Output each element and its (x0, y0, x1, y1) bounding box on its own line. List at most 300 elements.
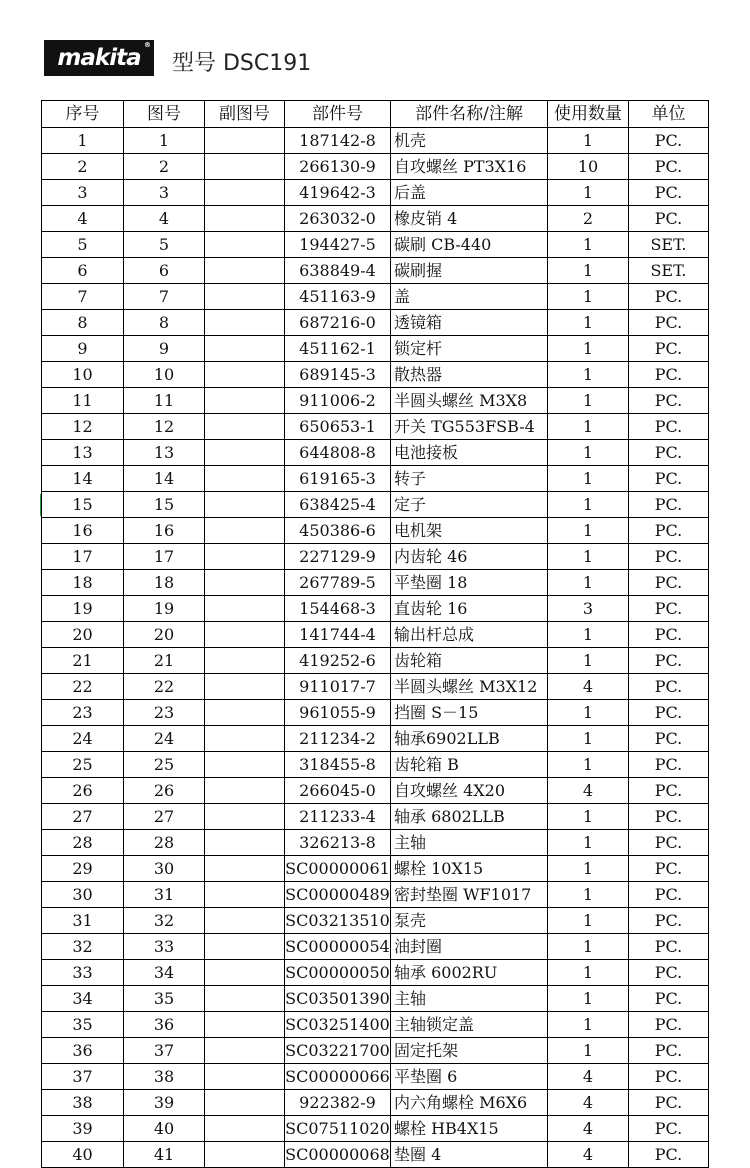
quantity-cell: 4 (548, 1064, 629, 1090)
unit-cell: PC. (629, 1142, 709, 1168)
figure-no-cell: 5 (124, 232, 205, 258)
quantity-cell: 1 (548, 570, 629, 596)
index-cell: 9 (42, 336, 124, 362)
unit-cell: PC. (629, 414, 709, 440)
figure-no-cell: 28 (124, 830, 205, 856)
index-cell: 29 (42, 856, 124, 882)
sub-figure-no-cell (205, 284, 285, 310)
quantity-cell: 1 (548, 128, 629, 154)
unit-cell: PC. (629, 388, 709, 414)
part-name-cell: 油封圈 (391, 934, 548, 960)
part-no-cell: 419252-6 (285, 648, 391, 674)
table-row (42, 804, 709, 830)
unit-cell: PC. (629, 908, 709, 934)
part-no-cell: 638425-4 (285, 492, 391, 518)
table-row (42, 1012, 709, 1038)
table-row (42, 648, 709, 674)
col-header-sub-figure-no: 副图号 (205, 101, 285, 128)
part-name-cell: 内六角螺栓 M6X6 (391, 1090, 548, 1116)
part-no-cell: 227129-9 (285, 544, 391, 570)
quantity-cell: 1 (548, 986, 629, 1012)
figure-no-cell: 38 (124, 1064, 205, 1090)
figure-no-cell: 31 (124, 882, 205, 908)
sub-figure-no-cell (205, 1142, 285, 1168)
unit-cell: PC. (629, 1116, 709, 1142)
sub-figure-no-cell (205, 362, 285, 388)
quantity-cell: 1 (548, 258, 629, 284)
unit-cell: SET. (629, 258, 709, 284)
part-no-cell: SC00000061 (285, 856, 391, 882)
figure-no-cell: 11 (124, 388, 205, 414)
figure-no-cell: 37 (124, 1038, 205, 1064)
quantity-cell: 1 (548, 232, 629, 258)
figure-no-cell: 17 (124, 544, 205, 570)
part-name-cell: 电池接板 (391, 440, 548, 466)
figure-no-cell: 12 (124, 414, 205, 440)
figure-no-cell: 27 (124, 804, 205, 830)
sub-figure-no-cell (205, 1064, 285, 1090)
part-no-cell: SC00000066 (285, 1064, 391, 1090)
figure-no-cell: 39 (124, 1090, 205, 1116)
sub-figure-no-cell (205, 596, 285, 622)
index-cell: 36 (42, 1038, 124, 1064)
sub-figure-no-cell (205, 622, 285, 648)
quantity-cell: 1 (548, 388, 629, 414)
quantity-cell: 3 (548, 596, 629, 622)
sub-figure-no-cell (205, 1090, 285, 1116)
col-header-unit: 单位 (629, 101, 709, 128)
table-row (42, 1064, 709, 1090)
index-cell: 14 (42, 466, 124, 492)
part-name-cell: 螺栓 10X15 (391, 856, 548, 882)
table-row (42, 596, 709, 622)
quantity-cell: 1 (548, 752, 629, 778)
index-cell: 18 (42, 570, 124, 596)
quantity-cell: 1 (548, 440, 629, 466)
table-row (42, 258, 709, 284)
index-cell: 25 (42, 752, 124, 778)
table-row (42, 570, 709, 596)
sub-figure-no-cell (205, 492, 285, 518)
part-no-cell: 326213-8 (285, 830, 391, 856)
part-name-cell: 轴承6902LLB (391, 726, 548, 752)
figure-no-cell: 18 (124, 570, 205, 596)
sub-figure-no-cell (205, 1038, 285, 1064)
table-row (42, 518, 709, 544)
quantity-cell: 1 (548, 908, 629, 934)
part-no-cell: 911017-7 (285, 674, 391, 700)
table-row (42, 154, 709, 180)
part-no-cell: 687216-0 (285, 310, 391, 336)
unit-cell: PC. (629, 986, 709, 1012)
unit-cell: PC. (629, 128, 709, 154)
part-name-cell: 垫圈 4 (391, 1142, 548, 1168)
table-row (42, 492, 709, 518)
index-cell: 17 (42, 544, 124, 570)
sub-figure-no-cell (205, 180, 285, 206)
unit-cell: PC. (629, 206, 709, 232)
unit-cell: PC. (629, 726, 709, 752)
col-header-part-no: 部件号 (285, 101, 391, 128)
index-cell: 11 (42, 388, 124, 414)
part-name-cell: 自攻螺丝 PT3X16 (391, 154, 548, 180)
quantity-cell: 1 (548, 310, 629, 336)
table-row (42, 1090, 709, 1116)
index-cell: 20 (42, 622, 124, 648)
sub-figure-no-cell (205, 388, 285, 414)
index-cell: 32 (42, 934, 124, 960)
figure-no-cell: 20 (124, 622, 205, 648)
unit-cell: SET. (629, 232, 709, 258)
sub-figure-no-cell (205, 726, 285, 752)
registered-mark-icon: ® (144, 41, 151, 49)
part-no-cell: 922382-9 (285, 1090, 391, 1116)
part-name-cell: 转子 (391, 466, 548, 492)
unit-cell: PC. (629, 492, 709, 518)
unit-cell: PC. (629, 830, 709, 856)
figure-no-cell: 21 (124, 648, 205, 674)
unit-cell: PC. (629, 856, 709, 882)
table-row (42, 1142, 709, 1168)
part-name-cell: 固定托架 (391, 1038, 548, 1064)
sub-figure-no-cell (205, 206, 285, 232)
part-no-cell: SC07511020 (285, 1116, 391, 1142)
part-no-cell: 211234-2 (285, 726, 391, 752)
figure-no-cell: 41 (124, 1142, 205, 1168)
part-no-cell: 961055-9 (285, 700, 391, 726)
part-no-cell: SC03251400 (285, 1012, 391, 1038)
table-row (42, 310, 709, 336)
figure-no-cell: 15 (124, 492, 205, 518)
figure-no-cell: 34 (124, 960, 205, 986)
index-cell: 40 (42, 1142, 124, 1168)
sub-figure-no-cell (205, 570, 285, 596)
index-cell: 34 (42, 986, 124, 1012)
part-no-cell: 266130-9 (285, 154, 391, 180)
part-no-cell: SC03213510 (285, 908, 391, 934)
sub-figure-no-cell (205, 1012, 285, 1038)
part-no-cell: 644808-8 (285, 440, 391, 466)
sub-figure-no-cell (205, 856, 285, 882)
part-name-cell: 密封垫圈 WF1017 (391, 882, 548, 908)
figure-no-cell: 14 (124, 466, 205, 492)
part-no-cell: 211233-4 (285, 804, 391, 830)
figure-no-cell: 33 (124, 934, 205, 960)
unit-cell: PC. (629, 1090, 709, 1116)
index-cell: 7 (42, 284, 124, 310)
unit-cell: PC. (629, 1012, 709, 1038)
part-no-cell: 194427-5 (285, 232, 391, 258)
index-cell: 35 (42, 1012, 124, 1038)
part-no-cell: 154468-3 (285, 596, 391, 622)
unit-cell: PC. (629, 466, 709, 492)
index-cell: 3 (42, 180, 124, 206)
part-name-cell: 锁定杆 (391, 336, 548, 362)
table-row (42, 128, 709, 154)
unit-cell: PC. (629, 752, 709, 778)
quantity-cell: 1 (548, 284, 629, 310)
table-row (42, 986, 709, 1012)
figure-no-cell: 16 (124, 518, 205, 544)
part-no-cell: 451163-9 (285, 284, 391, 310)
quantity-cell: 1 (548, 830, 629, 856)
part-no-cell: 267789-5 (285, 570, 391, 596)
col-header-index: 序号 (42, 101, 124, 128)
quantity-cell: 4 (548, 778, 629, 804)
index-cell: 31 (42, 908, 124, 934)
part-name-cell: 螺栓 HB4X15 (391, 1116, 548, 1142)
quantity-cell: 10 (548, 154, 629, 180)
table-row (42, 856, 709, 882)
quantity-cell: 1 (548, 700, 629, 726)
table-row (42, 388, 709, 414)
quantity-cell: 1 (548, 934, 629, 960)
table-row (42, 1116, 709, 1142)
unit-cell: PC. (629, 934, 709, 960)
figure-no-cell: 40 (124, 1116, 205, 1142)
sub-figure-no-cell (205, 804, 285, 830)
part-no-cell: 911006-2 (285, 388, 391, 414)
table-row (42, 466, 709, 492)
part-no-cell: 650653-1 (285, 414, 391, 440)
sub-figure-no-cell (205, 232, 285, 258)
sub-figure-no-cell (205, 674, 285, 700)
unit-cell: PC. (629, 778, 709, 804)
part-name-cell: 半圆头螺丝 M3X8 (391, 388, 548, 414)
part-no-cell: 638849-4 (285, 258, 391, 284)
unit-cell: PC. (629, 700, 709, 726)
table-row (42, 206, 709, 232)
figure-no-cell: 2 (124, 154, 205, 180)
table-row (42, 674, 709, 700)
col-header-quantity: 使用数量 (548, 101, 629, 128)
table-row (42, 440, 709, 466)
sub-figure-no-cell (205, 440, 285, 466)
part-name-cell: 后盖 (391, 180, 548, 206)
unit-cell: PC. (629, 310, 709, 336)
figure-no-cell: 26 (124, 778, 205, 804)
index-cell: 21 (42, 648, 124, 674)
figure-no-cell: 22 (124, 674, 205, 700)
part-no-cell: SC00000489 (285, 882, 391, 908)
part-name-cell: 轴承 6802LLB (391, 804, 548, 830)
part-name-cell: 定子 (391, 492, 548, 518)
figure-no-cell: 35 (124, 986, 205, 1012)
quantity-cell: 1 (548, 336, 629, 362)
figure-no-cell: 9 (124, 336, 205, 362)
unit-cell: PC. (629, 544, 709, 570)
figure-no-cell: 24 (124, 726, 205, 752)
index-cell: 19 (42, 596, 124, 622)
part-name-cell: 透镜箱 (391, 310, 548, 336)
table-row (42, 544, 709, 570)
quantity-cell: 4 (548, 1116, 629, 1142)
col-header-part-name: 部件名称/注解 (391, 101, 548, 128)
figure-no-cell: 8 (124, 310, 205, 336)
table-row (42, 700, 709, 726)
quantity-cell: 1 (548, 960, 629, 986)
table-row (42, 284, 709, 310)
part-name-cell: 主轴 (391, 830, 548, 856)
quantity-cell: 1 (548, 856, 629, 882)
col-header-figure-no: 图号 (124, 101, 205, 128)
sub-figure-no-cell (205, 778, 285, 804)
part-name-cell: 开关 TG553FSB-4 (391, 414, 548, 440)
index-cell: 38 (42, 1090, 124, 1116)
figure-no-cell: 25 (124, 752, 205, 778)
model-title: 型号 DSC191 (172, 51, 312, 76)
part-name-cell: 散热器 (391, 362, 548, 388)
table-row (42, 830, 709, 856)
quantity-cell: 4 (548, 1142, 629, 1168)
part-name-cell: 主轴锁定盖 (391, 1012, 548, 1038)
index-cell: 1 (42, 128, 124, 154)
part-name-cell: 电机架 (391, 518, 548, 544)
part-no-cell: 318455-8 (285, 752, 391, 778)
index-cell: 12 (42, 414, 124, 440)
part-name-cell: 主轴 (391, 986, 548, 1012)
part-no-cell: 619165-3 (285, 466, 391, 492)
part-no-cell: 689145-3 (285, 362, 391, 388)
index-cell: 6 (42, 258, 124, 284)
figure-no-cell: 4 (124, 206, 205, 232)
part-name-cell: 半圆头螺丝 M3X12 (391, 674, 548, 700)
table-row (42, 752, 709, 778)
part-name-cell: 挡圈 S－15 (391, 700, 548, 726)
index-cell: 4 (42, 206, 124, 232)
part-name-cell: 碳刷握 (391, 258, 548, 284)
sub-figure-no-cell (205, 518, 285, 544)
index-cell: 10 (42, 362, 124, 388)
quantity-cell: 4 (548, 1090, 629, 1116)
sub-figure-no-cell (205, 908, 285, 934)
part-no-cell: 266045-0 (285, 778, 391, 804)
part-name-cell: 轴承 6002RU (391, 960, 548, 986)
table-row (42, 180, 709, 206)
part-no-cell: SC00000050 (285, 960, 391, 986)
part-no-cell: 419642-3 (285, 180, 391, 206)
unit-cell: PC. (629, 648, 709, 674)
index-cell: 23 (42, 700, 124, 726)
table-header-row (42, 101, 709, 128)
table-row (42, 960, 709, 986)
unit-cell: PC. (629, 518, 709, 544)
table-row (42, 622, 709, 648)
index-cell: 37 (42, 1064, 124, 1090)
index-cell: 22 (42, 674, 124, 700)
part-name-cell: 盖 (391, 284, 548, 310)
sub-figure-no-cell (205, 128, 285, 154)
part-name-cell: 橡皮销 4 (391, 206, 548, 232)
figure-no-cell: 19 (124, 596, 205, 622)
unit-cell: PC. (629, 440, 709, 466)
part-name-cell: 直齿轮 16 (391, 596, 548, 622)
index-cell: 27 (42, 804, 124, 830)
unit-cell: PC. (629, 154, 709, 180)
quantity-cell: 1 (548, 1012, 629, 1038)
sub-figure-no-cell (205, 1116, 285, 1142)
quantity-cell: 1 (548, 414, 629, 440)
unit-cell: PC. (629, 570, 709, 596)
unit-cell: PC. (629, 1038, 709, 1064)
unit-cell: PC. (629, 180, 709, 206)
index-cell: 8 (42, 310, 124, 336)
part-no-cell: 263032-0 (285, 206, 391, 232)
figure-no-cell: 32 (124, 908, 205, 934)
quantity-cell: 1 (548, 518, 629, 544)
index-cell: 26 (42, 778, 124, 804)
part-name-cell: 泵壳 (391, 908, 548, 934)
table-row (42, 726, 709, 752)
figure-no-cell: 1 (124, 128, 205, 154)
table-row (42, 414, 709, 440)
index-cell: 30 (42, 882, 124, 908)
table-row (42, 882, 709, 908)
table-row (42, 778, 709, 804)
figure-no-cell: 36 (124, 1012, 205, 1038)
figure-no-cell: 10 (124, 362, 205, 388)
part-name-cell: 碳刷 CB-440 (391, 232, 548, 258)
part-no-cell: SC03501390 (285, 986, 391, 1012)
index-cell: 33 (42, 960, 124, 986)
part-name-cell: 齿轮箱 B (391, 752, 548, 778)
quantity-cell: 4 (548, 674, 629, 700)
index-cell: 28 (42, 830, 124, 856)
index-cell: 15 (42, 492, 124, 518)
index-cell: 13 (42, 440, 124, 466)
parts-table (41, 100, 709, 1168)
unit-cell: PC. (629, 804, 709, 830)
sub-figure-no-cell (205, 258, 285, 284)
unit-cell: PC. (629, 1064, 709, 1090)
quantity-cell: 1 (548, 648, 629, 674)
table-row (42, 362, 709, 388)
quantity-cell: 1 (548, 492, 629, 518)
sub-figure-no-cell (205, 700, 285, 726)
figure-no-cell: 7 (124, 284, 205, 310)
sub-figure-no-cell (205, 882, 285, 908)
unit-cell: PC. (629, 882, 709, 908)
table-row (42, 232, 709, 258)
part-name-cell: 平垫圈 18 (391, 570, 548, 596)
part-name-cell: 齿轮箱 (391, 648, 548, 674)
part-no-cell: 187142-8 (285, 128, 391, 154)
unit-cell: PC. (629, 674, 709, 700)
sub-figure-no-cell (205, 310, 285, 336)
part-name-cell: 内齿轮 46 (391, 544, 548, 570)
quantity-cell: 1 (548, 622, 629, 648)
quantity-cell: 1 (548, 804, 629, 830)
part-no-cell: SC00000068 (285, 1142, 391, 1168)
sub-figure-no-cell (205, 960, 285, 986)
table-row (42, 934, 709, 960)
figure-no-cell: 13 (124, 440, 205, 466)
figure-no-cell: 3 (124, 180, 205, 206)
sub-figure-no-cell (205, 648, 285, 674)
sub-figure-no-cell (205, 934, 285, 960)
quantity-cell: 1 (548, 1038, 629, 1064)
part-name-cell: 自攻螺丝 4X20 (391, 778, 548, 804)
page-header (0, 0, 750, 98)
sub-figure-no-cell (205, 544, 285, 570)
part-name-cell: 平垫圈 6 (391, 1064, 548, 1090)
quantity-cell: 2 (548, 206, 629, 232)
quantity-cell: 1 (548, 882, 629, 908)
index-cell: 16 (42, 518, 124, 544)
index-cell: 39 (42, 1116, 124, 1142)
part-no-cell: SC00000054 (285, 934, 391, 960)
unit-cell: PC. (629, 336, 709, 362)
